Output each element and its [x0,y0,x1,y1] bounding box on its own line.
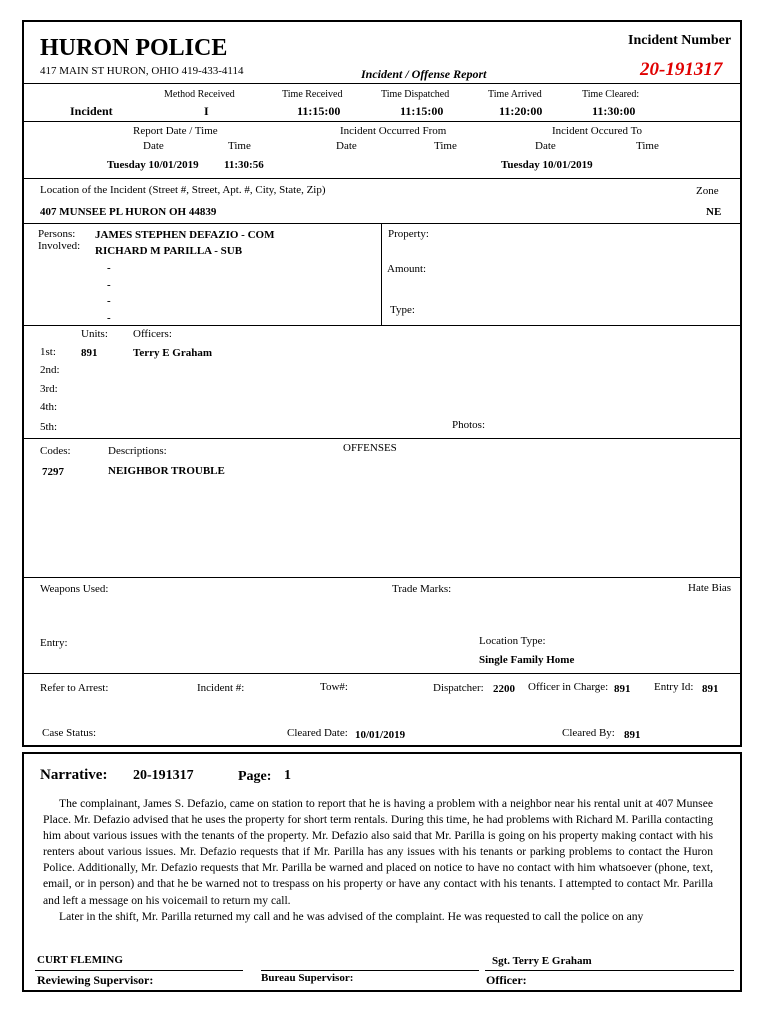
report-time-value: 11:30:56 [224,159,264,171]
from-date-label: Date [336,140,357,152]
page-number: 1 [284,768,291,783]
time-cleared-label: Time Cleared: [582,89,640,100]
dates-divider [24,178,740,179]
unit-row-label: 1st: [40,346,56,358]
codes-label: Codes: [40,445,71,457]
officer-label: Officer: [486,973,527,987]
zone-label: Zone [696,185,719,197]
descriptions-label: Descriptions: [108,445,167,457]
occurred-to-label: Incident Occured To [552,125,643,137]
officer-signature-line [485,970,734,971]
incident-number: 20-191317 [640,59,723,80]
time-arrived-label: Time Arrived [488,89,542,100]
narrative-label: Narrative: [40,767,108,783]
report-date-value: Tuesday 10/01/2019 [107,159,199,171]
reviewing-supervisor-name: CURT FLEMING [37,954,123,966]
incident-number-label: Incident Number [628,33,732,48]
type-label: Type: [390,304,415,316]
person-entry: - [107,262,111,274]
person-entry: - [107,295,111,307]
bureau-supervisor-label: Bureau Supervisor: [261,972,354,984]
time-dispatched-label: Time Dispatched [381,89,450,100]
cleared-by-label: Cleared By: [562,727,615,739]
time-received-label: Time Received [282,89,343,100]
to-time-label: Time [636,140,659,152]
unit-row-label: 3rd: [40,383,58,395]
officer-name: Sgt. Terry E Graham [492,955,592,967]
amount-label: Amount: [387,263,427,275]
time-received-value: 11:15:00 [297,104,341,118]
location-type-label: Location Type: [479,635,546,647]
incident-hash-label: Incident #: [197,682,245,694]
reviewing-supervisor-label: Reviewing Supervisor: [37,973,154,987]
incident-row-label: Incident [70,104,113,118]
first-officer-value: Terry E Graham [133,347,213,359]
narrative-paragraph: The complainant, James S. Defazio, came on station to report that he is having a problem with a neighbor near his rental unit at 407 Munsee Place. Mr. Defazio advised that he uses the property for short term rentals. During this time, he had problems with Richard M. Parilla contacting him about various issues with the tenants of the property. Mr. Defazio also said that Mr. Parilla is going on his property making contact with his renters about various issues. Mr. Defazio requests that if Mr. Parilla has any issues with his tenants or parking problems to contact the Huron Police. Additionally, Mr. Defazio requests that Mr. Parilla be warned and placed on notice to have no contact with him whatsoever (phone, text, email, or in person) and that he be warned not to trespass on his property or have any contact with his tenants. I attempted to contact Mr. Parilla and left a message on his voicemail to return my call. [43,797,713,907]
offenses-title: OFFENSES [343,442,397,454]
narrative-paragraph: Later in the shift, Mr. Parilla returned my call and he was advised of the complaint. He was requested to call the police on any [59,909,644,923]
time-arrived-value: 11:20:00 [499,104,543,118]
trade-marks-label: Trade Marks: [392,583,452,595]
person-entry: RICHARD M PARILLA - SUB [95,245,243,257]
bureau-signature-line [261,970,479,971]
officer-in-charge-value: 891 [614,683,631,695]
offense-description: NEIGHBOR TROUBLE [108,465,225,477]
header-divider [24,83,740,84]
person-entry: JAMES STEPHEN DEFAZIO - COM [95,229,275,241]
location-type-value: Single Family Home [479,654,575,666]
narrative-number: 20-191317 [133,768,194,783]
first-unit-value: 891 [81,347,98,359]
occurred-from-label: Incident Occurred From [340,125,447,137]
from-time-label: Time [434,140,457,152]
involved-label: Involved: [38,240,81,252]
officers-label: Officers: [133,328,172,340]
person-entry: - [107,279,111,291]
entry-id-label: Entry Id: [654,681,694,693]
officer-in-charge-label: Officer in Charge: [528,681,609,693]
cleared-date-label: Cleared Date: [287,727,348,739]
entry-id-value: 891 [702,683,719,695]
narrative-text [43,796,713,925]
zone-value: NE [706,206,722,218]
report-time-label: Time [228,140,251,152]
offense-code: 7297 [42,466,64,478]
weapons-used-label: Weapons Used: [40,583,109,595]
location-label: Location of the Incident (Street #, Street, Apt. #, City, State, Zip) [40,184,326,196]
page-label: Page: [238,769,272,784]
cleared-by-value: 891 [624,729,641,741]
tow-label: Tow#: [320,681,348,693]
persons-divider [24,325,740,326]
property-label: Property: [388,228,429,240]
units-divider [24,438,740,439]
to-date-label: Date [535,140,556,152]
entry-label: Entry: [40,637,68,649]
dispatcher-value: 2200 [493,683,515,695]
hate-bias-label: Hate Bias [688,582,732,594]
report-date-time-label: Report Date / Time [133,125,218,137]
to-date-value: Tuesday 10/01/2019 [501,159,593,171]
method-received-value: I [204,104,209,118]
entry-divider [24,673,740,674]
unit-row-label: 2nd: [40,364,60,376]
case-status-label: Case Status: [42,727,97,739]
report-date-label: Date [143,140,164,152]
cleared-date-value: 10/01/2019 [355,729,406,741]
dispatcher-label: Dispatcher: [433,682,484,694]
times-divider [24,121,740,122]
unit-row-label: 4th: [40,401,58,413]
reviewing-signature-line [35,970,243,971]
method-received-label: Method Received [164,89,235,100]
offenses-divider [24,577,740,578]
persons-property-divider [381,224,382,325]
time-cleared-value: 11:30:00 [592,104,636,118]
time-dispatched-value: 11:15:00 [400,104,444,118]
agency-address: 417 MAIN ST HURON, OHIO 419-433-4114 [40,65,244,77]
photos-label: Photos: [452,419,486,431]
person-entry: - [107,312,111,324]
location-divider [24,223,740,224]
units-label: Units: [81,328,108,340]
location-value: 407 MUNSEE PL HURON OH 44839 [40,206,217,218]
agency-name: HURON POLICE [40,35,228,61]
persons-label: Persons: [38,228,76,240]
refer-to-arrest-label: Refer to Arrest: [40,682,109,694]
report-title: Incident / Offense Report [361,67,487,81]
unit-row-label: 5th: [40,421,58,433]
